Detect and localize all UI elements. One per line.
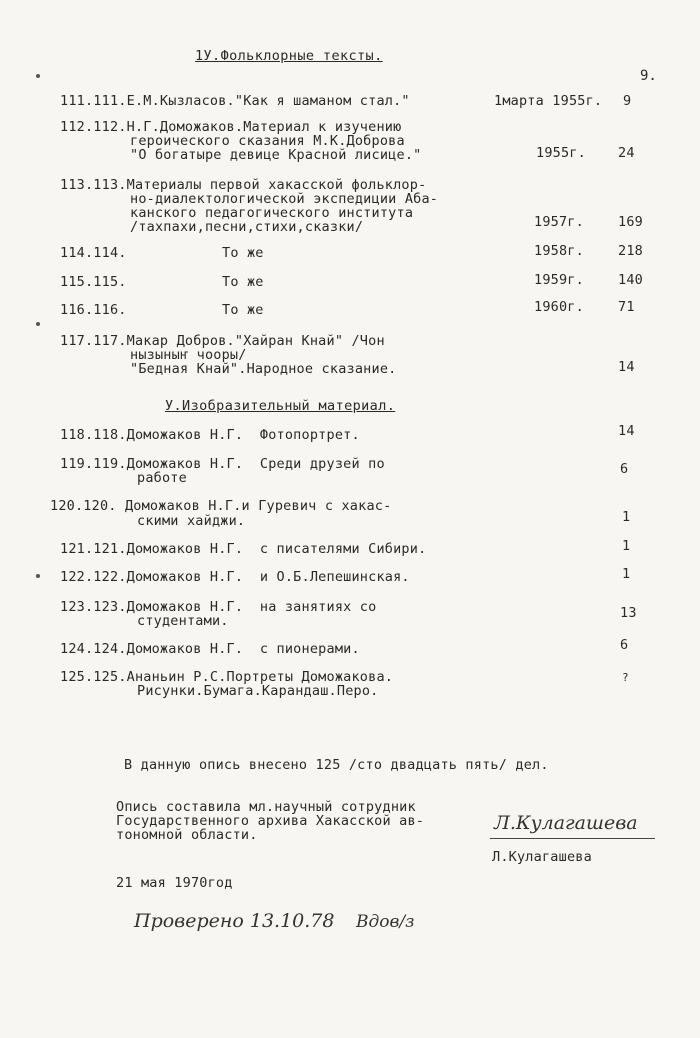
item-text: То же [222,245,264,261]
item-text: 111.111.Е.М.Кызласов."Как я шаманом стал." [60,93,410,109]
item-text: 124.124.Доможаков Н.Г. с пионерами. [60,641,360,657]
item-text: канского педагогического института [130,205,414,221]
item-count: 71 [618,299,635,315]
compiler-name: Л.Кулагашева [492,849,592,865]
item-text: 114.114. [60,245,127,261]
item-text: скими хайджи. [137,513,246,529]
signature-line [490,838,655,839]
item-text: 121.121.Доможаков Н.Г. с писателями Сибири. [60,541,427,557]
binding-hole [36,574,40,578]
binding-hole [36,322,40,326]
item-text: То же [222,302,264,318]
item-text: 125.125.Ананьин Р.С.Портреты Доможакова. [60,669,394,685]
handwritten-signature: Л.Кулагашева [494,812,638,834]
item-count: 13 [620,605,637,621]
item-text: 118.118.Доможаков Н.Г. Фотопортрет. [60,427,360,443]
item-count: 6 [620,637,629,653]
document-date: 21 мая 1970год [116,875,233,891]
item-count: ? [622,671,629,684]
section-heading: У.Изобразительный материал. [165,398,396,414]
item-text: /тахпахи,песни,стихи,сказки/ [130,219,364,235]
item-count: 14 [618,359,635,375]
item-text: студентами. [137,613,229,629]
item-text: 115.115. [60,274,127,290]
item-count: 9 [623,93,632,109]
item-text: 117.117.Макар Добров."Хайран Кнай" /Чон [60,333,385,349]
item-text: 119.119.Доможаков Н.Г. Среди друзей по [60,456,385,472]
item-text: работе [137,470,187,486]
item-text: нызыныҥ чооры/ [130,347,247,363]
item-text: 120.120. Доможаков Н.Г.и Гуревич с хакас- [50,498,392,514]
item-count: 6 [620,461,629,477]
summary-text: В данную опись внесено 125 /сто двадцать пять/ дел. [124,757,549,773]
item-text: "Бедная Кнай".Народное сказание. [130,361,397,377]
handwritten-initials: Вдов/з [356,912,415,932]
item-count: 140 [618,272,643,288]
item-count: 218 [618,243,643,259]
item-text: героического сказания М.К.Доброва [130,133,405,149]
item-date: 1957г. [534,214,584,230]
item-text: но-диалектологической экспедиции Аба- [130,191,439,207]
item-text: 116.116. [60,302,127,318]
item-count: 1 [622,566,631,582]
item-date: 1960г. [534,299,584,315]
item-count: 1 [622,509,631,525]
item-count: 169 [618,214,643,230]
compiler-text: тономной области. [116,827,258,843]
binding-hole [36,74,40,78]
page-number: 9. [640,68,657,84]
item-text: 122.122.Доможаков Н.Г. и О.Б.Лепешинская. [60,569,410,585]
item-count: 1 [622,538,631,554]
item-date: 1958г. [534,243,584,259]
item-text: 123.123.Доможаков Н.Г. на занятиях со [60,599,377,615]
item-count: 24 [618,145,635,161]
item-text: 113.113.Материалы первой хакасской фольклор- [60,177,427,193]
item-text: То же [222,274,264,290]
item-date: 1марта 1955г. [494,93,603,109]
item-date: 1959г. [534,272,584,288]
item-date: 1955г. [536,145,586,161]
handwritten-verification-note: Проверено 13.10.78 [134,910,335,932]
item-text: 112.112.Н.Г.Доможаков.Материал к изучению [60,119,402,135]
item-count: 14 [618,423,635,439]
compiler-text: Государственного архива Хакасской ав- [116,813,425,829]
item-text: Рисунки.Бумага.Карандаш.Перо. [137,683,379,699]
compiler-text: Опись составила мл.научный сотрудник [116,799,416,815]
section-heading: 1У.Фольклорные тексты. [195,48,383,64]
item-text: "О богатыре девице Красной лисице." [130,147,422,163]
